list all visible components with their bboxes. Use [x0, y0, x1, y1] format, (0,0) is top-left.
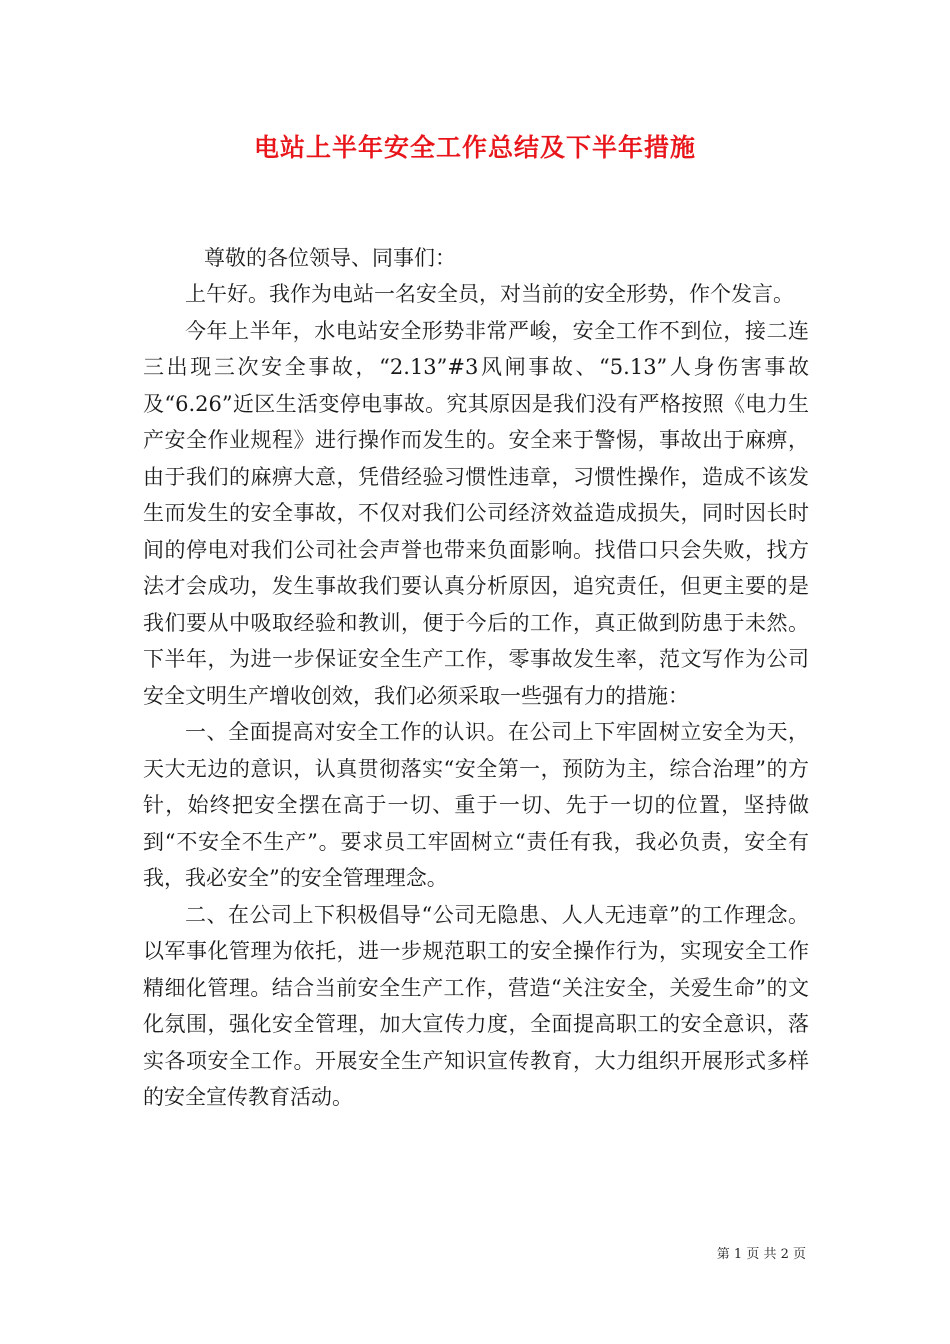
page-number: 第 1 页 共 2 页	[716, 1247, 806, 1262]
paragraph-measure-one: 一、全面提高对安全工作的认识。在公司上下牢固树立安全为天，天大无边的意识，认真贯彻落实“安全第一，预防为主，综合治理”的方针，始终把安全摆在高于一切、重于一切、先于一切的位置，坚持做到“不安全不生产”。要求员工牢固树立“责任有我，我必负责，安全有我，我必安全”的安全管理理念。	[143, 720, 809, 890]
paragraph-measure-two: 二、在公司上下积极倡导“公司无隐患、人人无违章”的工作理念。以军事化管理为依托，进一步规范职工的安全操作行为，实现安全工作精细化管理。结合当前安全生产工作，营造“关注安全，关爱生命”的文化氛围，强化安全管理，加大宣传力度，全面提高职工的安全意识，落实各项安全工作。开展安全生产知识宣传教育，大力组织开展形式多样的安全宣传教育活动。	[143, 902, 809, 1109]
greeting-line: 尊敬的各位领导、同事们：	[204, 246, 456, 270]
paragraph-opening: 上午好。我作为电站一名安全员，对当前的安全形势，作个发言。	[185, 282, 794, 306]
document-title: 电站上半年安全工作总结及下半年措施	[253, 133, 696, 162]
document-body	[143, 240, 809, 1116]
paragraph-situation: 今年上半年，水电站安全形势非常严峻，安全工作不到位，接二连三出现三次安全事故，“2.13”#3风闸事故、“5.13”人身伤害事故及“6.26”近区生活变停电事故。究其原因是我们没有严格按照《电力生产安全作业规程》进行操作而发生的。安全来于警惕，事故出于麻痹，由于我们的麻痹大意，凭借经验习惯性违章，习惯性操作，造成不该发生而发生的安全事故，不仅对我们公司经济效益造成损失，同时因长时间的停电对我们公司社会声誉也带来负面影响。找借口只会失败，找方法才会成功，发生事故我们要认真分析原因，追究责任，但更主要的是我们要从中吸取经验和教训，便于今后的工作，真正做到防患于未然。下半年，为进一步保证安全生产工作，零事故发生率，范文写作为公司安全文明生产增收创效，我们必须采取一些强有力的措施：	[143, 318, 809, 708]
